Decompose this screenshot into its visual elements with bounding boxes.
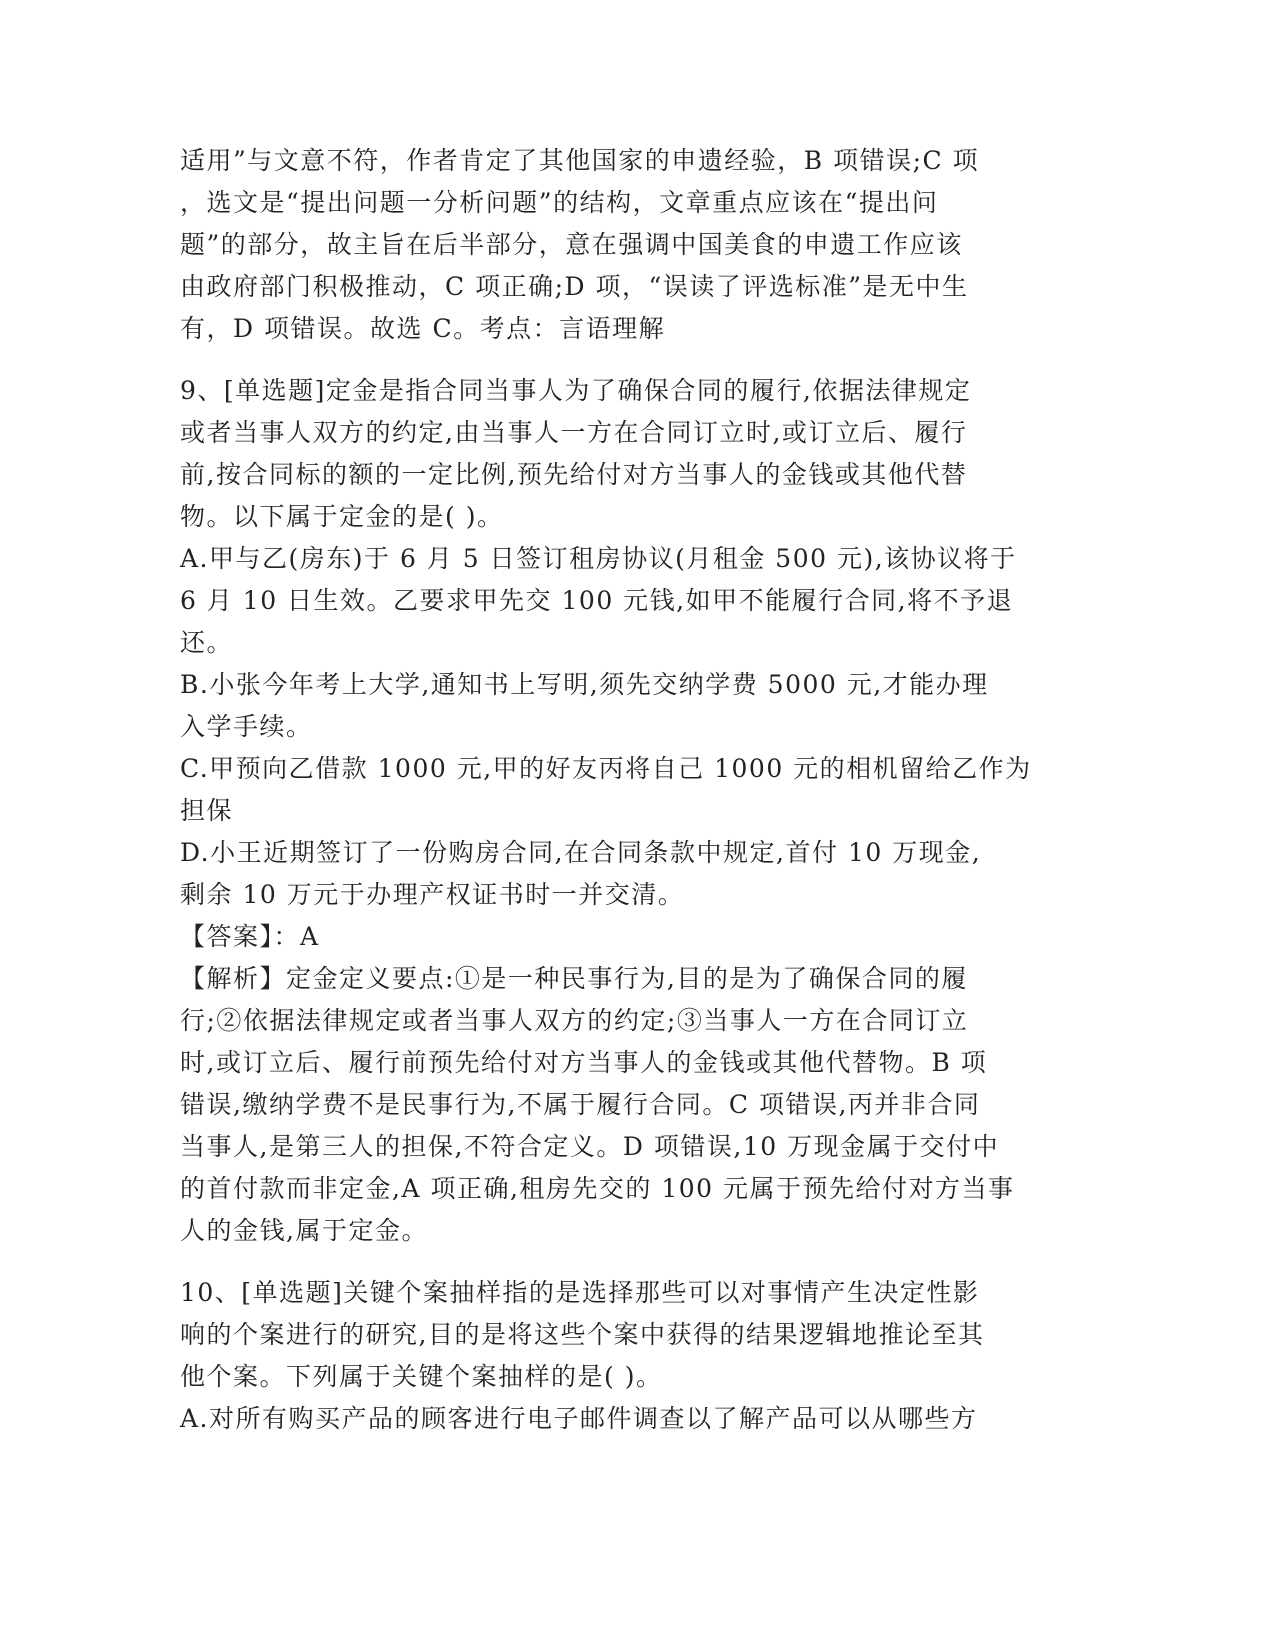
text-line: 前,按合同标的额的一定比例,预先给付对方当事人的金钱或其他代替 — [180, 460, 968, 489]
text-line: A.甲与乙(房东)于 6 月 5 日签订租房协议(月租金 500 元),该协议将于 — [180, 544, 1017, 573]
text-line: 【解析】定金定义要点:①是一种民事行为,目的是为了确保合同的履 — [180, 964, 968, 993]
text-line: 适用”与文意不符，作者肯定了其他国家的申遗经验，B 项错误;C 项 — [180, 146, 980, 175]
option-b — [180, 664, 1040, 748]
text-line: B.小张今年考上大学,通知书上写明,须先交纳学费 5000 元,才能办理 — [180, 670, 989, 699]
text-line: 6 月 10 日生效。乙要求甲先交 100 元钱,如甲不能履行合同,将不予退 — [180, 586, 1014, 615]
question-stem — [180, 370, 1040, 538]
text-line: 他个案。下列属于关键个案抽样的是( )。 — [180, 1362, 663, 1391]
text-line: 的首付款而非定金,A 项正确,租房先交的 100 元属于预先给付对方当事 — [180, 1174, 1015, 1203]
text-line: 或者当事人双方的约定,由当事人一方在合同订立时,或订立后、履行 — [180, 418, 968, 447]
text-line: 错误,缴纳学费不是民事行为,不属于履行合同。C 项错误,丙并非合同 — [180, 1090, 981, 1119]
text-line: 时,或订立后、履行前预先给付对方当事人的金钱或其他代替物。B 项 — [180, 1048, 988, 1077]
option-a — [180, 538, 1040, 664]
previous-analysis-continuation — [180, 140, 1040, 350]
text-line: 有，D 项错误。故选 C。考点：言语理解 — [180, 314, 666, 343]
question-10 — [180, 1272, 1040, 1440]
text-line: ，选文是“提出问题一分析问题”的结构，文章重点应该在“提出问 — [180, 188, 939, 217]
text-line: 人的金钱,属于定金。 — [180, 1216, 428, 1245]
text-line: 行;②依据法律规定或者当事人双方的约定;③当事人一方在合同订立 — [180, 1006, 969, 1035]
answer-line: 【答案】：A — [180, 922, 320, 951]
analysis — [180, 958, 1040, 1252]
option-c — [180, 748, 1040, 832]
text-line: 题”的部分，故主旨在后半部分，意在强调中国美食的申遗工作应该 — [180, 230, 963, 259]
paragraph-gap — [180, 350, 1040, 370]
text-line: 9、[单选题]定金是指合同当事人为了确保合同的履行,依据法律规定 — [180, 376, 972, 405]
text-line: 还。 — [180, 628, 234, 657]
text-line: 入学手续。 — [180, 712, 313, 741]
text-line: D.小王近期签订了一份购房合同,在合同条款中规定,首付 10 万现金, — [180, 838, 982, 867]
text-line: A.对所有购买产品的顾客进行电子邮件调查以了解产品可以从哪些方 — [180, 1404, 978, 1433]
question-stem — [180, 1272, 1040, 1398]
text-line: 由政府部门积极推动，C 项正确;D 项，“误读了评选标准”是无中生 — [180, 272, 969, 301]
text-line: C.甲预向乙借款 1000 元,甲的好友丙将自己 1000 元的相机留给乙作为 — [180, 754, 1032, 783]
paragraph-gap — [180, 1252, 1040, 1272]
text-line: 剩余 10 万元于办理产权证书时一并交清。 — [180, 880, 685, 909]
text-line: 当事人,是第三人的担保,不符合定义。D 项错误,10 万现金属于交付中 — [180, 1132, 1000, 1161]
option-d — [180, 832, 1040, 916]
text-line: 担保 — [180, 796, 234, 825]
question-9 — [180, 370, 1040, 1252]
option-a — [180, 1398, 1040, 1440]
text-line: 物。以下属于定金的是( )。 — [180, 502, 504, 531]
document-page — [180, 140, 1040, 1440]
text-line: 10、[单选题]关键个案抽样指的是选择那些可以对事情产生决定性影 — [180, 1278, 980, 1307]
text-line: 响的个案进行的研究,目的是将这些个案中获得的结果逻辑地推论至其 — [180, 1320, 985, 1349]
